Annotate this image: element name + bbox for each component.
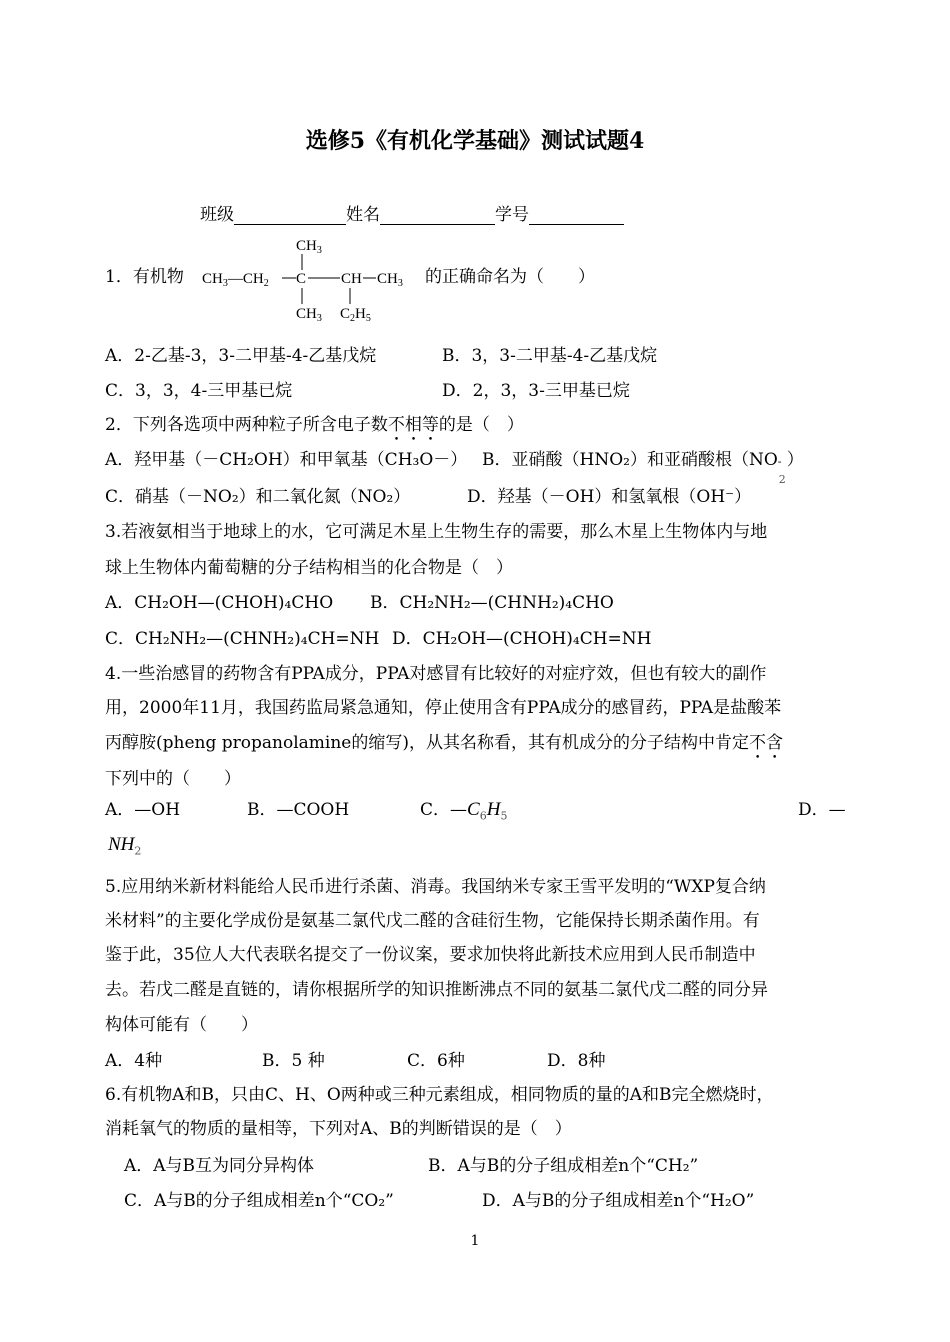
q3-line-2: 球上生物体内葡萄糖的分子结构相当的化合物是（ ） bbox=[105, 558, 513, 578]
q6-line-2: 消耗氧气的物质的量相等，下列对A、B的判断错误的是（ ） bbox=[105, 1119, 572, 1139]
q1-prefix: 1．有机物 bbox=[105, 267, 184, 287]
q4-option-c: C．$—C_6H_5$ bbox=[420, 799, 508, 823]
q4-line-3-emphasis: 不含 bbox=[748, 733, 783, 753]
q2-stem-after: 的是（ ） bbox=[438, 415, 524, 435]
q3-option-b: B．CH₂NH₂—(CHNH₂)₄CHO bbox=[370, 593, 614, 613]
q4-line-2: 用，2000年11月，我国药监局紧急通知，停止使用含有PPA成分的感冒药，PPA是盐酸苯 bbox=[105, 698, 782, 718]
q2-option-a: A．羟甲基（－CH₂OH）和甲氧基（CH₃O－） bbox=[105, 450, 468, 470]
class-label: 班级 bbox=[200, 205, 234, 225]
id-blank[interactable] bbox=[529, 206, 624, 225]
q2-option-d: D．羟基（－OH）和氢氧根（OH⁻） bbox=[467, 487, 752, 507]
q1-structural-formula bbox=[200, 232, 420, 327]
q6-line-1: 6.有机物A和B，只由C、H、O两种或三种元素组成，相同物质的量的A和B完全燃烧时， bbox=[105, 1085, 774, 1105]
name-blank[interactable] bbox=[380, 206, 495, 225]
struct-bottom-c2h5: $C_2H_5$ bbox=[340, 306, 371, 324]
q6-option-d: D．A与B的分子组成相差n个“H₂O” bbox=[482, 1191, 755, 1211]
struct-ch: CH bbox=[341, 271, 362, 287]
q2-stem bbox=[105, 410, 524, 445]
q5-option-a: A．4种 bbox=[105, 1051, 163, 1071]
q5-line-3: 鉴于此，35位人大代表联名提交了一份议案，要求加快将此新技术应用到人民币制造中 bbox=[105, 945, 756, 965]
q4-line-3-text: 丙醇胺(pheng propanolamine的缩写)，从其名称看，其有机成分的分子结构中肯定 bbox=[105, 733, 749, 753]
q5-line-4: 去。若戊二醛是直链的，请你根据所学的知识推断沸点不同的氨基二氯代戊二醛的同分异 bbox=[105, 980, 768, 1000]
q4-option-d-formula: $NH_2$ bbox=[108, 834, 142, 858]
q3-option-a: A．CH₂OH—(CHOH)₄CHO bbox=[105, 593, 334, 613]
id-label: 学号 bbox=[495, 205, 529, 225]
name-label: 姓名 bbox=[346, 205, 380, 225]
q4-line-4: 下列中的（ ） bbox=[105, 769, 241, 789]
q6-option-a: A．A与B互为同分异构体 bbox=[124, 1156, 315, 1176]
q2-option-c: C．硝基（－NO₂）和二氧化氮（NO₂） bbox=[105, 487, 411, 507]
q4-line-1: 4.一些治感冒的药物含有PPA成分，PPA对感冒有比较好的对症疗效，但也有较大的副作 bbox=[105, 664, 767, 684]
q2-stem-before: 2．下列各选项中两种粒子所含电子数 bbox=[105, 415, 388, 435]
q5-option-b: B．5 种 bbox=[262, 1051, 325, 1071]
q1-option-b: B．3，3-二甲基-4-乙基戊烷 bbox=[442, 346, 658, 366]
q4-option-a: A．—OH bbox=[105, 800, 181, 820]
page-title: 选修5《有机化学基础》测试试题4 bbox=[305, 128, 645, 154]
q5-line-5: 构体可能有（ ） bbox=[105, 1015, 258, 1035]
q3-option-d: D．CH₂OH—(CHOH)₄CH=NH bbox=[392, 629, 652, 649]
q5-line-1: 5.应用纳米新材料能给人民币进行杀菌、消毒。我国纳米专家王雪平发明的“WXP复合纳 bbox=[105, 877, 766, 897]
struct-right-ch3: $CH_3$ bbox=[377, 271, 403, 289]
q4-line-3 bbox=[105, 728, 783, 763]
struct-center-c: C bbox=[296, 271, 307, 287]
q2-option-b: B．亚硝酸（HNO₂）和亚硝酸根（NO - 2 ） bbox=[482, 450, 804, 486]
q5-option-c: C．6种 bbox=[407, 1051, 465, 1071]
student-info-line bbox=[200, 200, 624, 225]
struct-bottom-ch3: $CH_3$ bbox=[296, 306, 322, 324]
struct-top-ch3: $CH_3$ bbox=[296, 238, 322, 256]
q6-option-b: B．A与B的分子组成相差n个“CH₂” bbox=[428, 1156, 699, 1176]
class-blank[interactable] bbox=[234, 206, 346, 225]
q4-option-b: B．—COOH bbox=[247, 800, 350, 820]
q2-stem-emphasis: 不相等 bbox=[387, 415, 439, 435]
struct-left-chain: $CH_3—CH_2$ bbox=[202, 271, 269, 289]
q4-option-d: D．— bbox=[798, 800, 846, 820]
q6-option-c: C．A与B的分子组成相差n个“CO₂” bbox=[124, 1191, 394, 1211]
q1-option-a: A．2-乙基-3，3-二甲基-4-乙基戊烷 bbox=[105, 346, 377, 366]
q1-suffix: 的正确命名为（ ） bbox=[425, 267, 595, 287]
q1-option-d: D．2，3，3-三甲基已烷 bbox=[442, 381, 630, 401]
q5-option-d: D．8种 bbox=[547, 1051, 606, 1071]
q3-line-1: 3.若液氨相当于地球上的水，它可满足木星上生物生存的需要，那么木星上生物体内与地 bbox=[105, 522, 768, 542]
q1-option-c: C．3，3，4-三甲基已烷 bbox=[105, 381, 293, 401]
q5-line-2: 米材料”的主要化学成份是氨基二氯代戊二醛的含硅衍生物，它能保持长期杀菌作用。有 bbox=[105, 911, 760, 931]
q3-option-c: C．CH₂NH₂—(CHNH₂)₄CH=NH bbox=[105, 629, 380, 649]
q2-option-b-text: B．亚硝酸（HNO₂）和亚硝酸根（NO bbox=[482, 450, 778, 470]
page-number: 1 bbox=[470, 1233, 480, 1249]
